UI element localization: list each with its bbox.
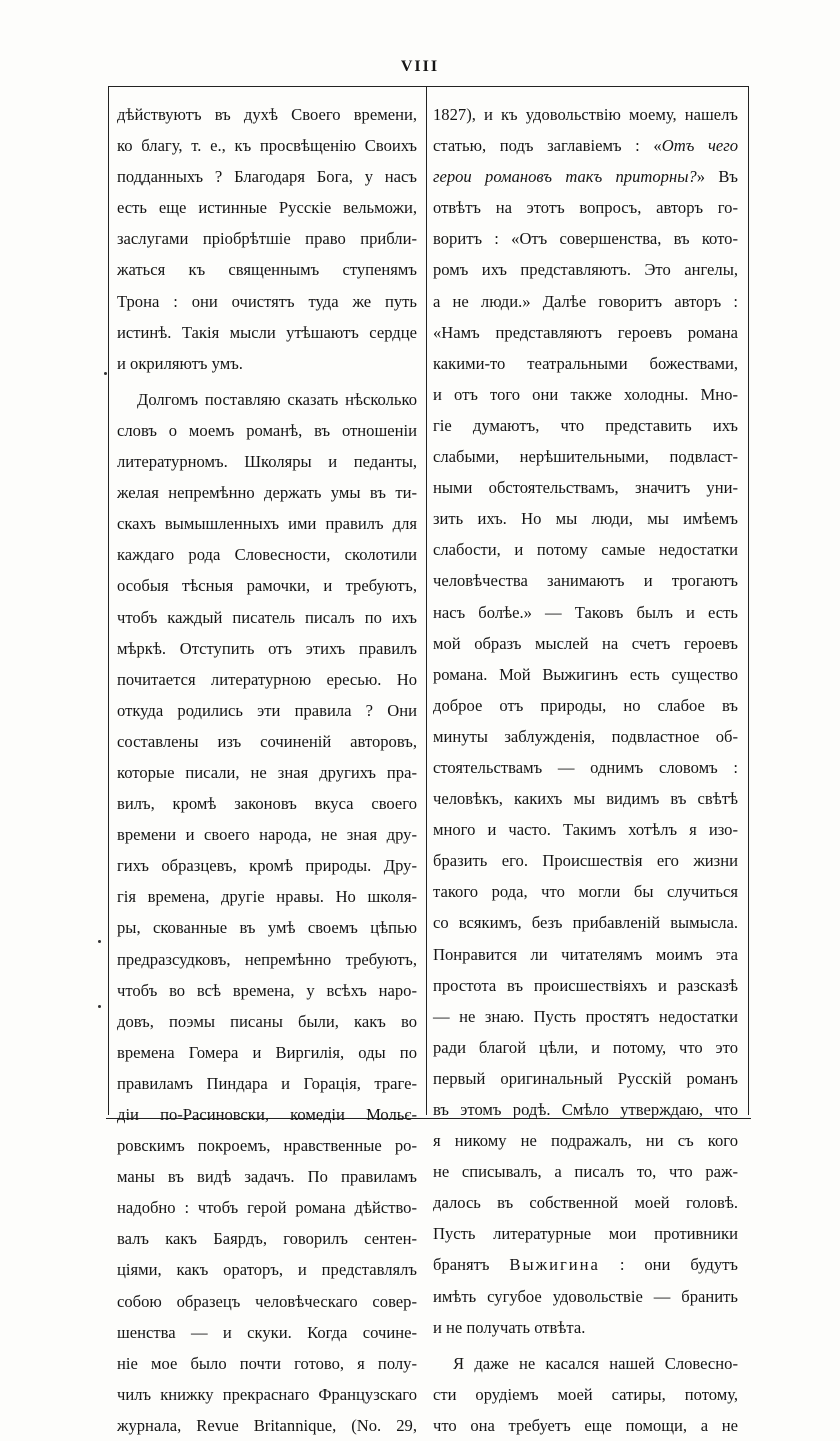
- text-line: мѣркѣ. Отступить отъ этихъ правилъ: [117, 638, 417, 658]
- left-column: [117, 99, 417, 1441]
- text-line: собою образецъ человѣческаго совер-: [117, 1291, 417, 1311]
- margin-mark: [104, 372, 107, 375]
- text-line: вилъ, кромѣ законовъ вкуса своего: [117, 794, 417, 814]
- text-line: — не знаю. Пусть простятъ недостатки: [433, 1006, 738, 1026]
- text-line: правиламъ Пиндара и Горація, траге-: [117, 1073, 417, 1093]
- text-line: Понравится ли читателямъ моимъ эта: [433, 944, 738, 964]
- text-line: которые писали, не зная другихъ пра-: [117, 762, 417, 782]
- text-line: ры, скованные въ умѣ своемъ цѣпью: [117, 918, 417, 938]
- text-line: маны въ видѣ задачъ. По правиламъ: [117, 1167, 417, 1187]
- text-line: мой образъ мыслей на счетъ героевъ: [433, 633, 738, 653]
- italic-title: Отъ чего: [661, 136, 739, 156]
- text-line: зить ихъ. Но мы люди, мы имѣемъ: [433, 509, 738, 529]
- text-line: стоятельствамъ — однимъ словомъ :: [433, 757, 738, 777]
- text-line: что она требуетъ еще помощи, а не: [433, 1415, 738, 1435]
- text-line: желая непремѣнно держать умы въ ти-: [117, 483, 417, 503]
- text-line: въ этомъ родѣ. Смѣло утверждаю, что: [433, 1100, 738, 1119]
- text-line: ціями, какъ ораторъ, и представлялъ: [117, 1260, 417, 1280]
- text-line: и отъ того они также холодны. Мно-: [433, 384, 738, 404]
- text-line: Я даже не касался нашей Словесно-: [453, 1353, 738, 1373]
- text-line: романа. Мой Выжигинъ есть существо: [433, 664, 738, 684]
- text-line: Трона : они очистятъ туда же путь: [117, 291, 417, 311]
- text-line: [433, 161, 738, 192]
- text-line: надобно : чтобъ герой романа дѣйство-: [117, 1198, 417, 1218]
- text-line: Долгомъ поставляю сказать нѣсколько: [137, 389, 417, 409]
- text-line: заслугами пріобрѣтшіе право прибли-: [117, 229, 417, 249]
- text-line: [433, 1249, 738, 1280]
- text-line: [433, 130, 738, 161]
- text-line: Пусть литературные мои противники: [433, 1224, 738, 1244]
- text-line: составлены изъ сочиненій авторовъ,: [117, 731, 417, 751]
- text-line: предразсудковъ, непремѣнно требуютъ,: [117, 949, 417, 969]
- text-line: каждаго рода Словесности, сколотили: [117, 545, 417, 565]
- italic-title: герои романовъ такъ приторны?: [433, 167, 697, 187]
- text-line: простота въ происшествіяхъ и разсказѣ: [433, 975, 738, 995]
- margin-mark: [98, 940, 101, 943]
- text-line: и не получать отвѣта.: [433, 1317, 586, 1337]
- text-line: ромъ ихъ представляютъ. Это ангелы,: [433, 260, 738, 280]
- text-line: чтобъ каждый писатель писалъ по ихъ: [117, 607, 417, 627]
- text-line: почитается литературною ересью. Но: [117, 669, 417, 689]
- text-line: особыя тѣсныя рамочки, и требуютъ,: [117, 576, 417, 596]
- text-line: отвѣтъ на этотъ вопросъ, авторъ го-: [433, 198, 738, 218]
- text-line: далось въ собственной моей головѣ.: [433, 1193, 738, 1213]
- text-line: гихъ образцевъ, кромѣ природы. Дру-: [117, 856, 417, 876]
- text-line: я никому не подражалъ, ни съ кого: [433, 1131, 738, 1151]
- text-line: воритъ : «Отъ совершенства, въ кото-: [433, 229, 738, 249]
- text-line: минуты заблужденія, подвластное об-: [433, 726, 738, 746]
- text-line: не списывалъ, а писалъ то, что раж-: [433, 1162, 738, 1182]
- text-run: статью, подъ заглавіемъ : «: [433, 136, 662, 156]
- text-line: 1827), и къ удовольствію моему, нашелъ: [433, 105, 738, 124]
- text-line: гія времена, другіе нравы. Но школя-: [117, 887, 417, 907]
- page-number: VIII: [400, 58, 440, 75]
- text-line: слабыми, нерѣшительными, подвласт-: [433, 447, 738, 467]
- text-line: словъ о моемъ романѣ, въ отношеніи: [117, 420, 417, 440]
- text-line: ровскимъ покроемъ, нравственные ро-: [117, 1136, 417, 1156]
- text-line: довъ, поэмы писаны были, какъ во: [117, 1011, 417, 1031]
- text-line: валъ какъ Баярдъ, говорилъ сентен-: [117, 1229, 417, 1249]
- text-line: доброе отъ природы, но слабое въ: [433, 695, 738, 715]
- text-line: есть еще истинные Русскіе вельможи,: [117, 198, 417, 218]
- text-line: журнала, Revue Britannique, (No. 29,: [117, 1415, 417, 1435]
- margin-mark: [98, 1005, 101, 1008]
- text-line: дѣйствуютъ въ духѣ Своего времени,: [117, 105, 417, 124]
- text-line: шенства — и скуки. Когда сочине-: [117, 1322, 417, 1342]
- text-run: : они будутъ: [599, 1255, 738, 1275]
- text-line: чилъ книжку прекраснаго Французскаго: [117, 1384, 417, 1404]
- text-line: такого рода, что могли бы случиться: [433, 882, 738, 902]
- text-line: откуда родились эти правила ? Они: [117, 700, 417, 720]
- text-line: времена Гомера и Виргилія, оды по: [117, 1042, 417, 1062]
- text-line: а не люди.» Далѣе говоритъ авторъ :: [433, 291, 738, 311]
- text-line: истинѣ. Такія мысли утѣшаютъ сердце: [117, 322, 417, 342]
- text-line: первый оригинальный Русскій романъ: [433, 1068, 738, 1088]
- text-line: человѣкъ, какихъ мы видимъ въ свѣтѣ: [433, 789, 738, 809]
- spaced-name: Выжигина: [509, 1255, 600, 1275]
- text-line: діи по-Расиновски, комедіи Мольє-: [117, 1105, 417, 1124]
- text-line: ради благой цѣли, и потому, что это: [433, 1037, 738, 1057]
- text-line: и окриляютъ умъ.: [117, 353, 243, 373]
- text-line: какими-то театральными божествами,: [433, 353, 738, 373]
- text-run: бранятъ: [433, 1255, 510, 1275]
- text-line: гіе думаютъ, что представить ихъ: [433, 415, 738, 435]
- text-line: человѣчества занимаютъ и трогаютъ: [433, 571, 738, 591]
- text-line: времени и своего народа, не зная дру-: [117, 825, 417, 845]
- text-line: сти орудіемъ моей сатиры, потому,: [433, 1384, 738, 1404]
- column-divider: [426, 87, 427, 1115]
- text-line: слабости, и потому самые недостатки: [433, 540, 738, 560]
- text-line: ко благу, т. е., къ просвѣщенію Своихъ: [117, 136, 417, 156]
- text-line: чтобъ во всѣ времена, у всѣхъ наро-: [117, 980, 417, 1000]
- text-line: бразить его. Происшествія его жизни: [433, 851, 738, 871]
- text-line: имѣть сугубое удовольствіе — бранить: [433, 1286, 738, 1306]
- text-line: много и часто. Такимъ хотѣлъ я изо-: [433, 820, 738, 840]
- text-line: ными обстоятельствамъ, значитъ уни-: [433, 478, 738, 498]
- text-line: «Намъ представляютъ героевъ романа: [433, 322, 738, 342]
- text-run: » Въ: [696, 167, 738, 187]
- text-line: насъ болѣе.» — Таковъ былъ и есть: [433, 602, 738, 622]
- text-line: скахъ вымышленныхъ ими правилъ для: [117, 514, 417, 534]
- right-column: [433, 99, 738, 1441]
- text-line: литературномъ. Школяры и педанты,: [117, 452, 417, 472]
- text-line: жаться къ священнымъ ступенямъ: [117, 260, 417, 280]
- text-line: со всякимъ, безъ прибавленій вымысла.: [433, 913, 738, 933]
- text-line: ніе мое было почти готово, я полу-: [117, 1353, 417, 1373]
- text-line: подданныхъ ? Благодаря Бога, у насъ: [117, 167, 417, 187]
